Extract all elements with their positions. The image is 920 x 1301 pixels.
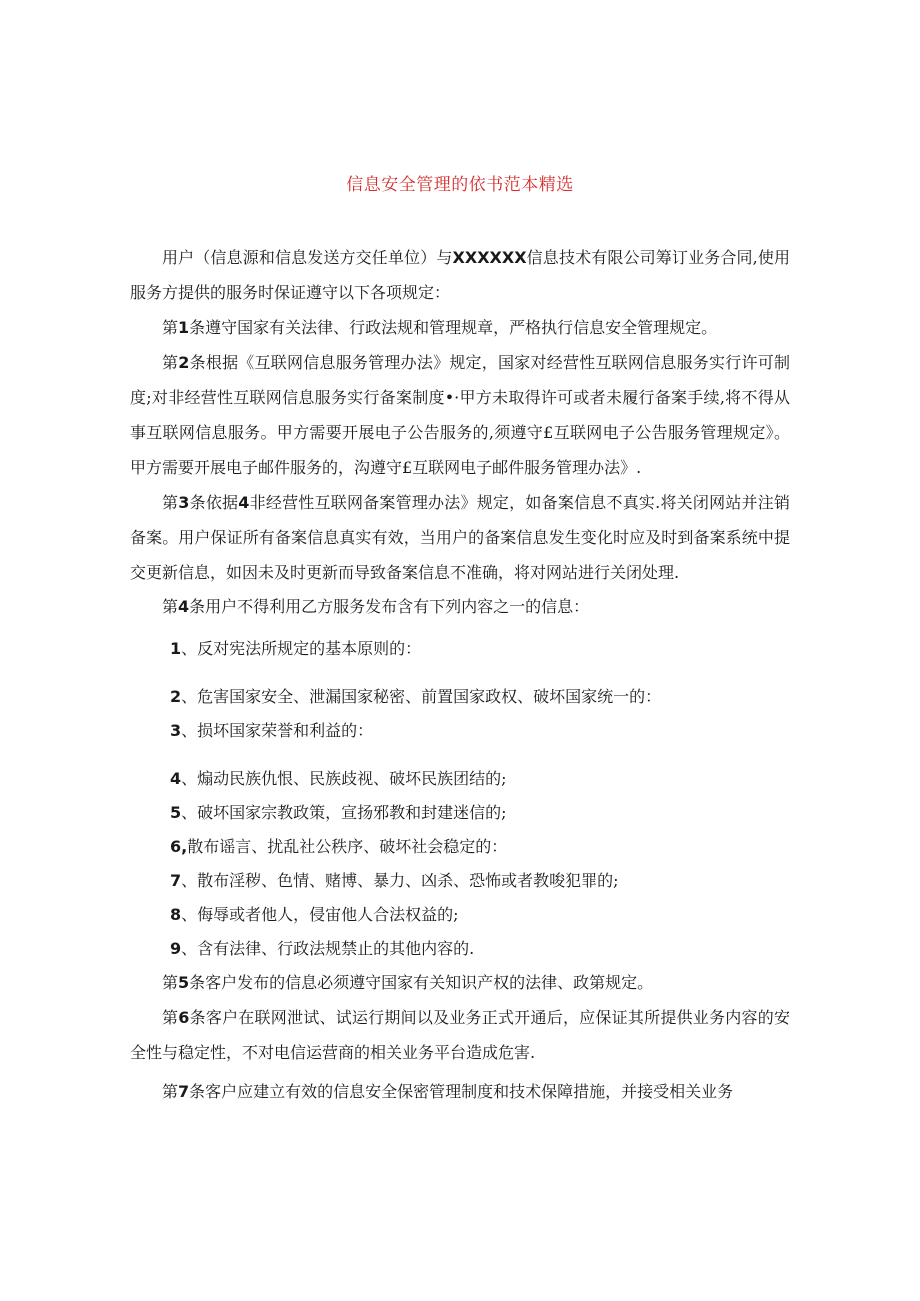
article-text: 条客户发布的信息必须遵守国家有关知识产权的法律、政第规定。	[189, 973, 654, 992]
article-6	[130, 1000, 790, 1070]
article-7	[130, 1074, 790, 1109]
article-text: 条客户在联网泄试、试运行期间以及业务正式开通后，应保证其所提供业务内容的安全性与稳定性，不对电信运营商的相关业务平台造成危害.	[130, 1008, 790, 1062]
article-text: 条根据《互联网信息服务管理办法》规定，国家对经营性互联网信息服务实行许可制度;对非经营性互联网信息服务实行备案制度•·甲方未取得许可或者未履行备案手续,将不得从事互联网信息服务。甲方需要开展电子公告服务的,须遵守£互联网电子公告服务管理规定》。甲方需要开展电子邮件服务的，沟遵守£互联网电子邮件服务管理办法》.	[130, 353, 790, 477]
item-text: 煽动民族仇恨、民族歧视、破坏民族团结的;	[197, 769, 507, 788]
article-lead: 第	[162, 597, 179, 616]
list-item	[130, 714, 790, 748]
item-text: 散布淫秽、色情、赌博、暴力、凶杀、恐怖或者教唆犯罪的;	[197, 871, 619, 890]
article-5	[130, 966, 790, 1000]
item-separator: 、	[181, 939, 198, 958]
article-inline-number: 4	[238, 493, 250, 512]
item-number: 1	[170, 639, 182, 658]
list-item	[130, 898, 790, 932]
article-text: 非经营性互联网备案管理办法》规定，如备案信息不真实.将关闭网站并注销备案。用户保证所有备案信息真实有效，当用户的备案信息发生变化时应及时到备案系统中提交更新信息，如因未及时更新而导致备案信息不准确，将对网站进行关闭处理.	[130, 493, 790, 582]
item-separator: 、	[181, 871, 198, 890]
list-item	[130, 680, 790, 714]
article-lead: 第	[162, 973, 179, 992]
intro-text-pre: 用户（信息源和信息发送方交任单位）与	[162, 248, 453, 267]
article-number: 1	[178, 318, 190, 337]
article-lead: 第	[162, 353, 179, 372]
article-number: 6	[178, 1008, 190, 1027]
item-separator: 、	[181, 803, 198, 822]
list-item	[130, 830, 790, 864]
article-text: 条客户应建立有效的信息安全保密管理制度和技术保障措施，并接受相关业务	[189, 1082, 734, 1101]
article-1	[130, 310, 790, 345]
item-number: 6	[170, 837, 182, 856]
item-separator: ,	[181, 837, 188, 856]
article-4	[130, 590, 790, 624]
article-number: 2	[178, 353, 190, 372]
article-text: 条遵守国家有关法律、行政法规和管理规章，严格执行信息安全管理规定。	[189, 318, 718, 337]
item-number: 3	[170, 721, 182, 740]
document-body	[130, 240, 790, 1109]
document-title: 信息安全管理的依书范本精选	[346, 175, 574, 195]
article-text-pre: 条依据	[189, 493, 239, 512]
article-3	[130, 485, 790, 590]
item-number: 8	[170, 905, 182, 924]
item-separator: 、	[181, 687, 198, 706]
item-text: 侮辱或者他人，侵宙他人合法权益的;	[197, 905, 459, 924]
item-text: 反对宪法所规定的基本原则的：	[197, 639, 422, 658]
item-text: 破坏国家宗教政策，宣扬邪教和封建迷信的;	[197, 803, 507, 822]
item-number: 4	[170, 769, 182, 788]
article-number: 4	[178, 597, 190, 616]
company-name: XXXXXX	[452, 248, 527, 267]
article-number: 3	[178, 493, 190, 512]
item-text: 散布谣言、扰乱社公秩序、破坏社会稳定的：	[187, 837, 508, 856]
item-text: 危害国家安全、泄漏国家秘密、前置国家政权、破坏国家统一的：	[197, 687, 662, 706]
article-lead: 第	[162, 318, 179, 337]
article-text: 条用户不得利用乙方服务发布含有下列内容之一的信息：	[189, 597, 590, 616]
list-item	[130, 864, 790, 898]
item-number: 5	[170, 803, 182, 822]
item-separator: 、	[181, 639, 198, 658]
article-2	[130, 345, 790, 485]
item-number: 2	[170, 687, 182, 706]
article-lead: 第	[162, 1082, 179, 1101]
item-text: 损坏国家荣誉和利益的：	[197, 721, 374, 740]
article-number: 7	[178, 1082, 190, 1101]
intro-paragraph	[130, 240, 790, 310]
item-number: 9	[170, 939, 182, 958]
list-item	[130, 632, 790, 666]
prohibited-content-list	[130, 632, 790, 966]
article-lead: 第	[162, 1008, 179, 1027]
item-separator: 、	[181, 769, 198, 788]
article-number: 5	[178, 973, 190, 992]
list-item	[130, 796, 790, 830]
item-number: 7	[170, 871, 182, 890]
article-lead: 第	[162, 493, 179, 512]
list-item	[130, 762, 790, 796]
item-text: 含有法律、行政法规禁止的其他内容的.	[197, 939, 475, 958]
item-separator: 、	[181, 905, 198, 924]
intro-text-post: 信息技术有限公司筹订业务合同,使用服务方提供的服务时保证遵守以下各项规定：	[130, 248, 790, 302]
list-item	[130, 932, 790, 966]
item-separator: 、	[181, 721, 198, 740]
